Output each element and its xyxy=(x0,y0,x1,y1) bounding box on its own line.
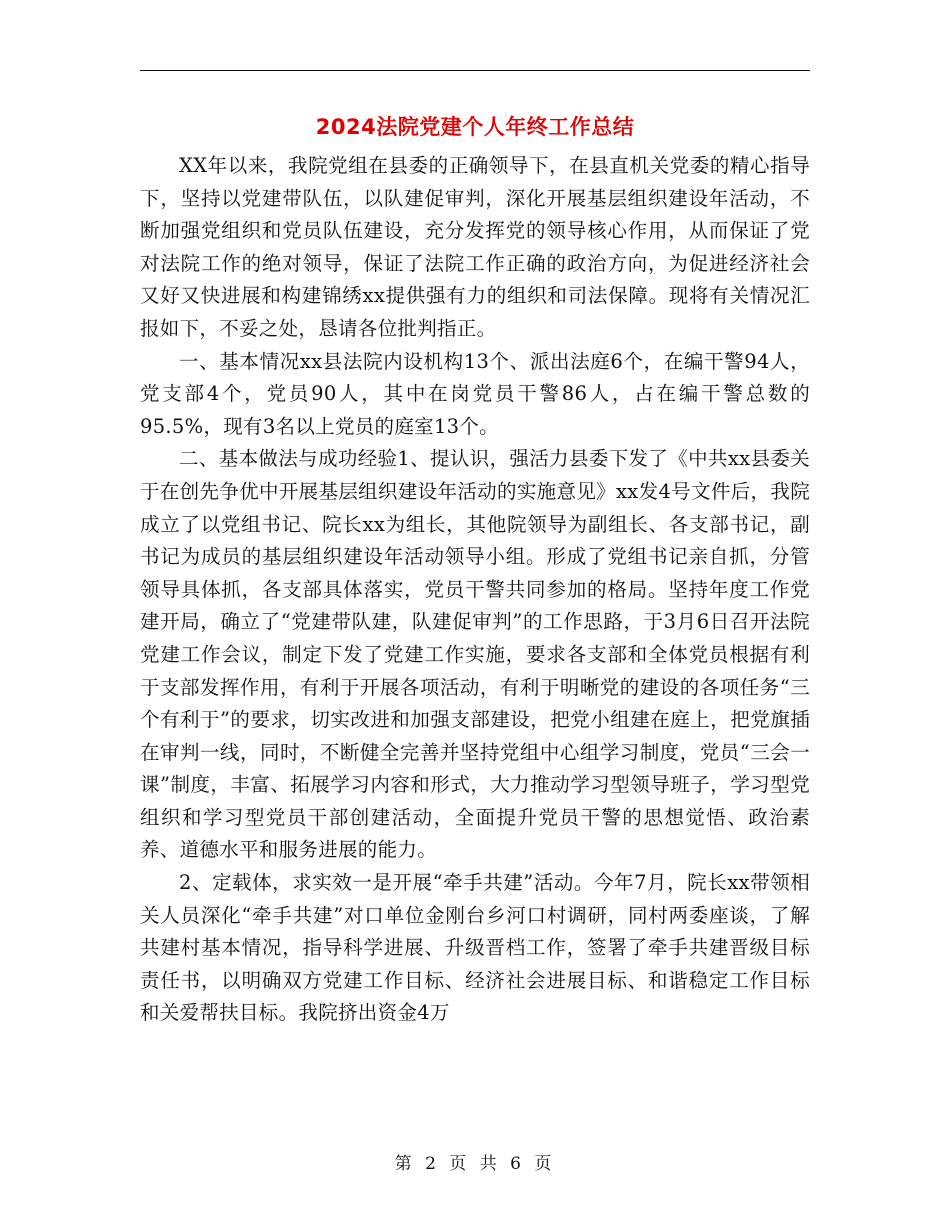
document-body xyxy=(140,150,810,1030)
paragraph-carrier: 2、定载体，求实效一是开展“牵手共建”活动。今年7月，院长xx带领相关人员深化“牵手共建”对口单位金刚台乡河口村调研，同村两委座谈，了解共建村基本情况，指导科学进展、升级晋档工作，签署了牵手共建晋级目标责任书，以明确双方党建工作目标、经济社会进展目标、和谐稳定工作目标和关爱帮扶目标。我院挤出资金4万 xyxy=(140,871,810,1025)
paragraph-basic-situation: 一、基本情况xx县法院内设机构13个、派出法庭6个，在编干警94人，党支部4个，党员90人，其中在岗党员干警86人，占在编干警总数的95.5%，现有3名以上党员的庭室13个。 xyxy=(140,349,810,438)
paragraph-intro: XX年以来，我院党组在县委的正确领导下，在县直机关党委的精心指导下，坚持以党建带队伍，以队建促审判，深化开展基层组织建设年活动，不断加强党组织和党员队伍建设，充分发挥党的领导核心作用，从而保证了党对法院工作的绝对领导，保证了法院工作正确的政治方向，为促进经济社会又好又快进展和构建锦绣xx提供强有力的组织和司法保障。现将有关情况汇报如下，不妥之处，恳请各位批判指正。 xyxy=(140,154,810,340)
document-title: 2024法院党建个人年终工作总结 xyxy=(315,115,635,139)
paragraph-practices: 二、基本做法与成功经验1、提认识，强活力县委下发了《中共xx县委关于在创先争优中开展基层组织建设年活动的实施意见》xx发4号文件后，我院成立了以党组书记、院长xx为组长，其他院领导为副组长、各支部书记，副书记为成员的基层组织建设年活动领导小组。形成了党组书记亲自抓，分管领导具体抓，各支部具体落实，党员干警共同参加的格局。坚持年度工作党建开局，确立了“党建带队建，队建促审判”的工作思路，于3月6日召开法院党建工作会议，制定下发了党建工作实施，要求各支部和全体党员根据有利于支部发挥作用，有利于开展各项活动，有利于明晰党的建设的各项任务“三个有利于”的要求，切实改进和加强支部建设，把党小组建在庭上，把党旗插在审判一线，同时，不断健全完善并坚持党组中心组学习制度，党员“三会一课”制度，丰富、拓展学习内容和形式，大力推动学习型领导班子，学习型党组织和学习型党员干部创建活动，全面提升党员干警的思想觉悟、政治素养、道德水平和服务进展的能力。 xyxy=(140,447,810,862)
header-rule xyxy=(140,70,810,71)
page-number: 第 2 页 共 6 页 xyxy=(394,1154,556,1174)
